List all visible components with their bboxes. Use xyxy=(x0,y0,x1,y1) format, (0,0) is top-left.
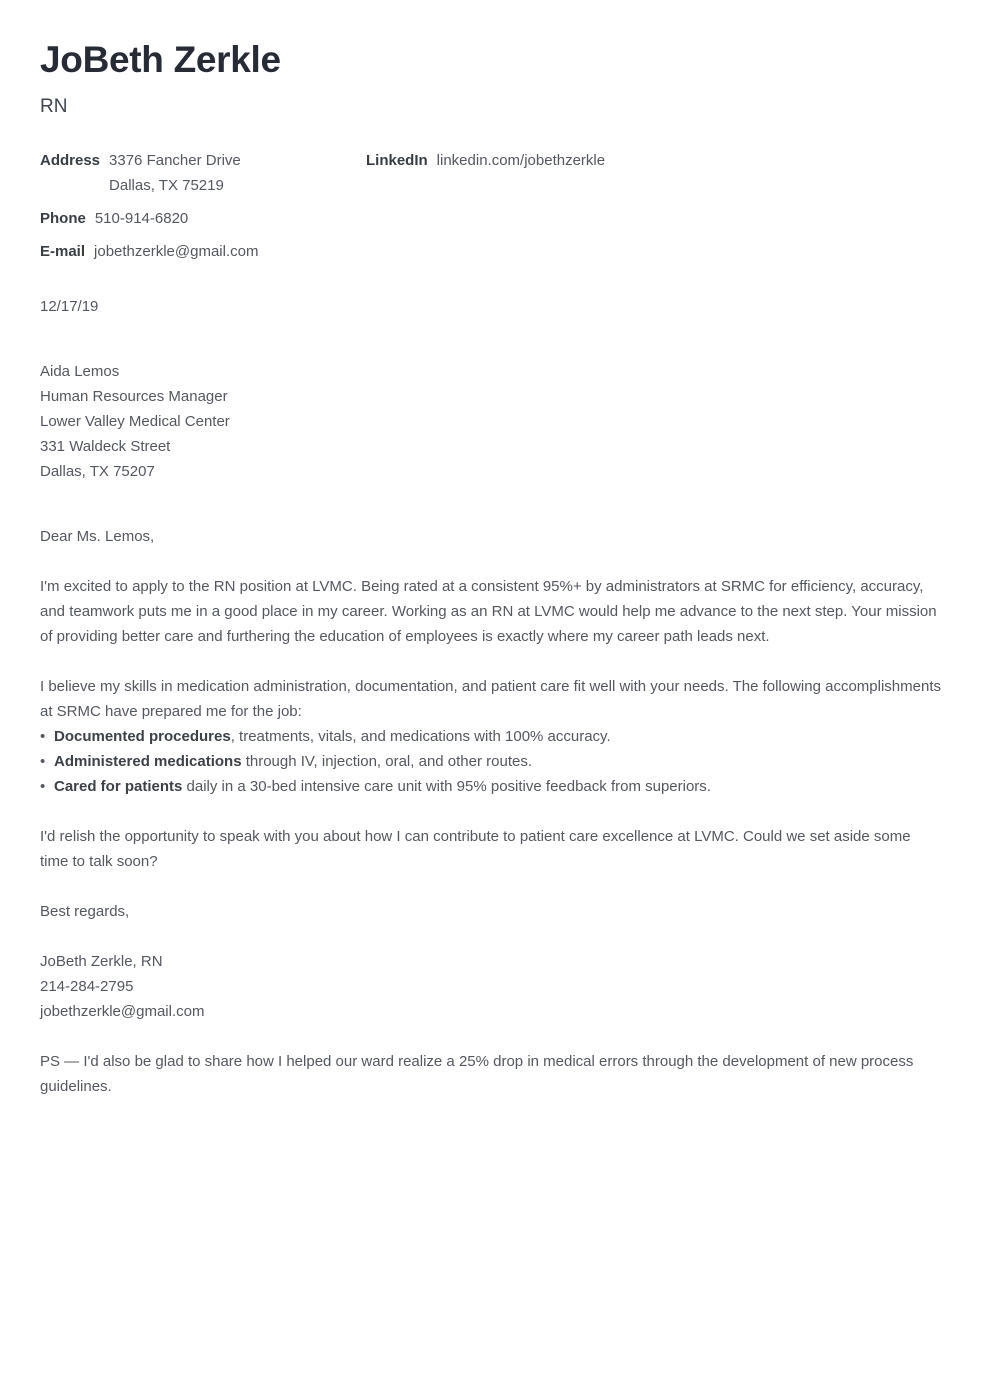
contact-column-right xyxy=(366,148,941,264)
linkedin-url: linkedin.com/jobethzerkle xyxy=(436,152,606,169)
contact-row-address xyxy=(40,148,366,198)
list-item xyxy=(40,749,941,774)
paragraph-skills: I believe my skills in medication administration, documentation, and patient care fit well with your needs. The following accomplishments at SRMC have prepared me for the job: xyxy=(40,678,941,720)
phone-number: 510-914-6820 xyxy=(94,210,189,227)
bullet-1-rest: , treatments, vitals, and medications with 100% accuracy. xyxy=(230,728,611,745)
signature-name: JoBeth Zerkle, RN xyxy=(40,953,163,970)
recipient-role: Human Resources Manager xyxy=(40,388,228,405)
address-line-2: Dallas, TX 75219 xyxy=(109,177,224,194)
contact-section xyxy=(40,148,941,264)
contact-row-linkedin xyxy=(366,148,941,173)
paragraph-call-to-action: I'd relish the opportunity to speak with you about how I can contribute to patient care excellence at LVMC. Could we set aside some time to talk soon? xyxy=(40,828,911,870)
bullet-3-rest: daily in a 30-bed intensive care unit with 95% positive feedback from superiors. xyxy=(182,778,711,795)
bullet-icon: • xyxy=(40,753,46,770)
address-label: Address xyxy=(40,152,101,169)
signature-phone: 214-284-2795 xyxy=(40,978,134,995)
address-line-1: 3376 Fancher Drive xyxy=(109,152,241,169)
bullet-icon: • xyxy=(40,728,46,745)
bullet-3-bold: Cared for patients xyxy=(54,778,183,795)
page-title: JoBeth Zerkle xyxy=(40,39,281,80)
phone-label: Phone xyxy=(40,210,86,227)
postscript: PS — I'd also be glad to share how I helped our ward realize a 25% drop in medical errors through the development of new process guidelines. xyxy=(40,1053,914,1095)
job-title: RN xyxy=(40,96,68,117)
signature-email: jobethzerkle@gmail.com xyxy=(40,1003,205,1020)
closing-line: Best regards, xyxy=(40,903,130,920)
recipient-street: 331 Waldeck Street xyxy=(40,438,171,455)
contact-row-phone xyxy=(40,206,366,231)
recipient-city: Dallas, TX 75207 xyxy=(40,463,155,480)
recipient-company: Lower Valley Medical Center xyxy=(40,413,230,430)
bullet-2-bold: Administered medications xyxy=(54,753,242,770)
bullet-1-bold: Documented procedures xyxy=(54,728,231,745)
email-label: E-mail xyxy=(40,243,86,260)
email-value xyxy=(94,239,258,264)
email-address: jobethzerkle@gmail.com xyxy=(94,243,259,260)
bullet-icon: • xyxy=(40,778,46,795)
paragraph-intro: I'm excited to apply to the RN position at LVMC. Being rated at a consistent 95%+ by administrators at SRMC for efficiency, accuracy, and teamwork puts me in a good place in my career. Working as an RN at LVMC would help me advance to the next step. Your mission of providing better care and furthering the education of employees is exactly where my career path leads next. xyxy=(40,578,937,645)
linkedin-value xyxy=(437,148,605,173)
contact-column-left xyxy=(40,148,366,264)
salutation: Dear Ms. Lemos, xyxy=(40,528,155,545)
linkedin-label: LinkedIn xyxy=(366,152,428,169)
letter-date: 12/17/19 xyxy=(40,298,99,315)
recipient-block xyxy=(40,359,941,484)
list-item xyxy=(40,724,941,749)
signature-block xyxy=(40,949,941,1024)
address-value xyxy=(109,148,241,198)
list-item xyxy=(40,774,941,799)
contact-row-email xyxy=(40,239,366,264)
letter-body xyxy=(40,294,941,1099)
bullet-2-rest: through IV, injection, oral, and other routes. xyxy=(241,753,533,770)
accomplishments-list xyxy=(40,724,941,799)
recipient-name: Aida Lemos xyxy=(40,363,120,380)
phone-value xyxy=(95,206,188,231)
